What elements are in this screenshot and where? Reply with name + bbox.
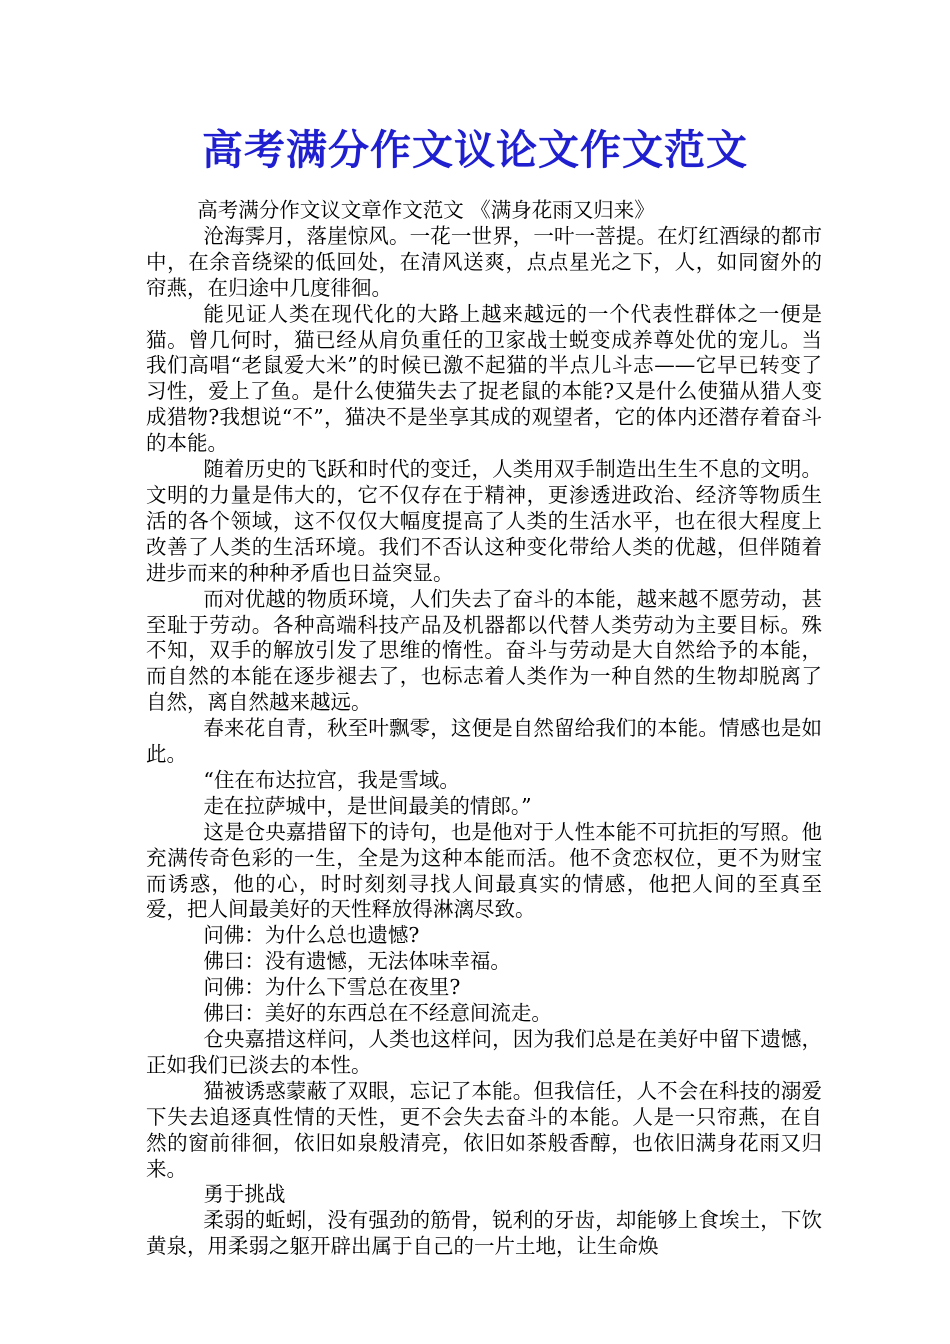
paragraph: 而对优越的物质环境，人们失去了奋斗的本能，越来越不愿劳动，甚至耻于劳动。各种高端科技产品及机器都以代替人类劳动为主要目标。殊不知，双手的解放引发了思维的惰性。奋斗与劳动是大自然给予的本能，而自然的本能在逐步褪去了，也标志着人类作为一种自然的生物却脱离了自然，离自然越来越远。: [146, 586, 822, 715]
article-subtitle: 高考满分作文议文章作文范文 《满身花雨又归来》: [197, 198, 655, 222]
paragraph: 这是仓央嘉措留下的诗句，也是他对于人性本能不可抗拒的写照。他充满传奇色彩的一生，全是为这种本能而活。他不贪恋权位，更不为财宝而诱惑，他的心，时时刻刻寻找人间最真实的情感，他把人间的至真至爱，把人间最美好的天性释放得淋漓尽致。: [146, 819, 822, 922]
paragraph: 仓央嘉措这样问，人类也这样问，因为我们总是在美好中留下遗憾，正如我们已淡去的本性。: [146, 1027, 822, 1077]
paragraph: 猫被诱惑蒙蔽了双眼，忘记了本能。但我信任，人不会在科技的溺爱下失去追逐真性情的天性，更不会失去奋斗的本能。人是一只帘燕，在自然的窗前徘徊，依旧如泉般清亮，依旧如茶般香醇，也依旧满身花雨又归来。: [146, 1078, 822, 1181]
dialogue-line: 佛曰：美好的东西总在不经意间流走。: [203, 1001, 552, 1026]
paragraph: 春来花自青，秋至叶飘零，这便是自然留给我们的本能。情感也是如此。: [146, 716, 822, 767]
dialogue-line: 问佛：为什么下雪总在夜里?: [203, 975, 461, 1000]
poem-line: “住在布达拉宫，我是雪域。: [203, 767, 460, 792]
paragraph: 能见证人类在现代化的大路上越来越远的一个代表性群体之一便是猫。曾几何时，猫已经从肩负重任的卫家战士蜕变成养尊处优的宠儿。当我们高唱“老鼠爱大米”的时候已激不起猫的半点儿斗志——它早已转变了习性，爱上了鱼。是什么使猫失去了捉老鼠的本能?又是什么使猫从猎人变成猎物?我想说“不”，猫决不是坐享其成的观望者，它的体内还潜存着奋斗的本能。: [146, 301, 822, 456]
section-heading: 勇于挑战: [203, 1182, 286, 1207]
paragraph: 沧海霁月，落崖惊风。一花一世界，一叶一菩提。在灯红酒绿的都市中，在余音绕梁的低回处，在清风送爽，点点星光之下，人，如同窗外的帘燕，在归途中几度徘徊。: [146, 223, 822, 300]
document-title: 高考满分作文议论文作文范文: [202, 126, 748, 174]
poem-line: 走在拉萨城中，是世间最美的情郎。”: [203, 793, 532, 818]
paragraph: 柔弱的蚯蚓，没有强劲的筋骨，锐利的牙齿，却能够上食埃土，下饮黄泉，用柔弱之躯开辟出属于自己的一片土地，让生命焕: [146, 1208, 822, 1259]
paragraph: 随着历史的飞跃和时代的变迁，人类用双手制造出生生不息的文明。文明的力量是伟大的，它不仅存在于精神，更渗透进政治、经济等物质生活的各个领域，这不仅仅大幅度提高了人类的生活水平，也在很大程度上改善了人类的生活环境。我们不否认这种变化带给人类的优越，但伴随着进步而来的种种矛盾也日益突显。: [146, 457, 822, 585]
document-body: [146, 198, 822, 1260]
dialogue-line: 佛曰：没有遗憾，无法体味幸福。: [203, 949, 511, 974]
dialogue-line: 问佛：为什么总也遗憾?: [203, 923, 420, 948]
